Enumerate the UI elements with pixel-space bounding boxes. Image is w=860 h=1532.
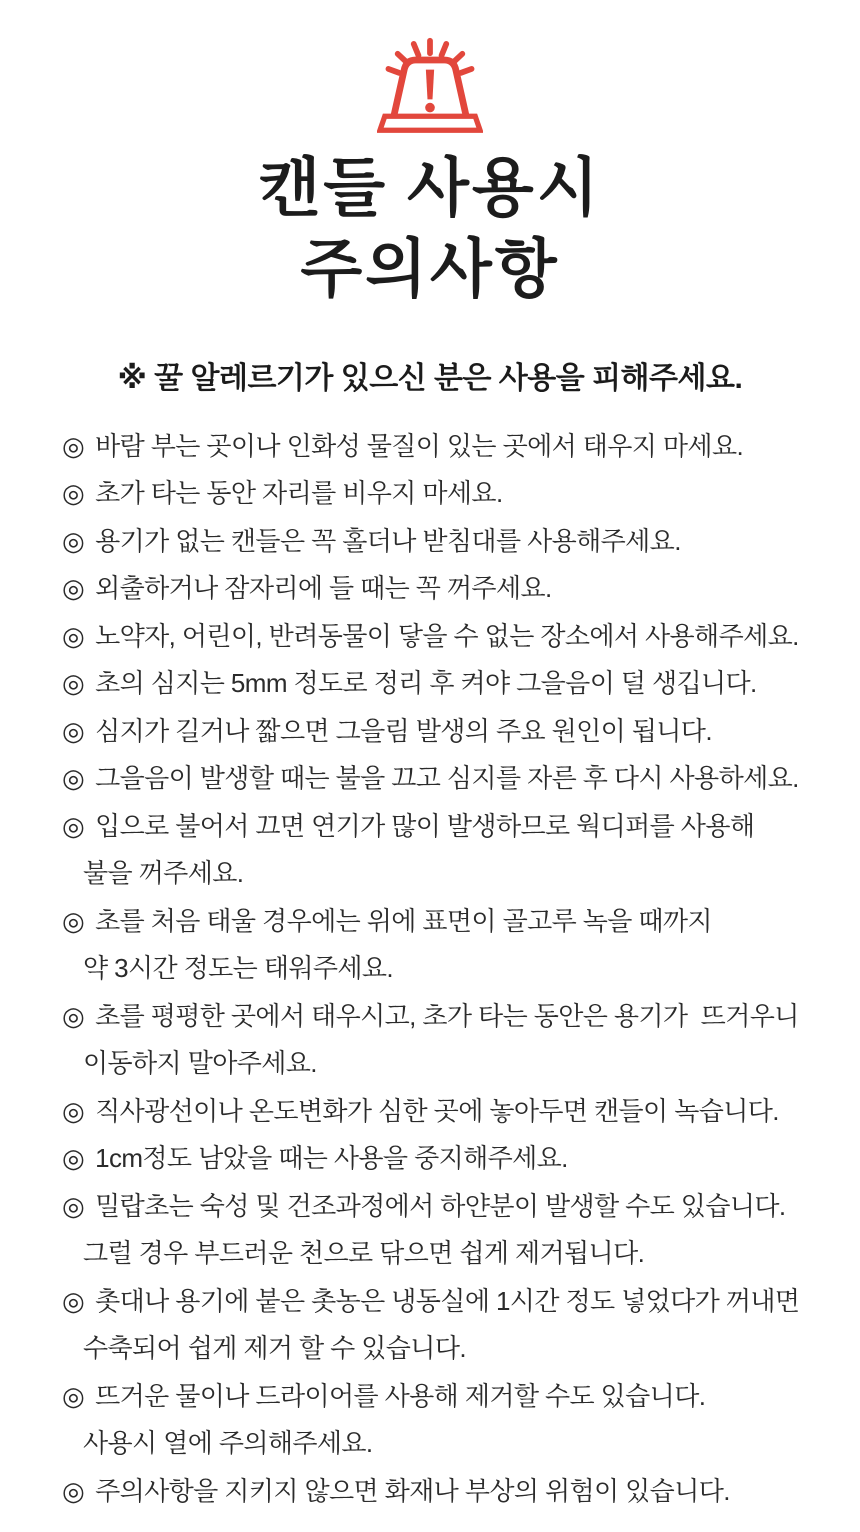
caution-item [62, 518, 848, 566]
bullet-icon: ◎ [62, 525, 85, 556]
bullet-icon: ◎ [62, 1380, 85, 1411]
bullet-icon: ◎ [62, 715, 85, 746]
caution-text-continuation: 그럴 경우 부드러운 천으로 닦으면 쉽게 제거됩니다. [83, 1238, 645, 1269]
caution-text-continuation: 약 3시간 정도는 태워주세요. [83, 953, 394, 984]
header-icon-area [0, 34, 860, 136]
caution-text: 직사광선이나 온도변화가 심한 곳에 놓아두면 캔들이 녹습니다. [95, 1095, 779, 1126]
caution-item [62, 470, 848, 518]
caution-item [62, 1373, 848, 1468]
caution-item [62, 1278, 848, 1373]
title-line-1: 캔들 사용시 [258, 153, 602, 224]
caution-item [62, 613, 848, 661]
caution-text: 노약자, 어린이, 반려동물이 닿을 수 없는 장소에서 사용해주세요. [95, 620, 799, 651]
bullet-icon: ◎ [62, 478, 85, 509]
bullet-icon: ◎ [62, 1475, 85, 1506]
caution-text: 초가 타는 동안 자리를 비우지 마세요. [95, 478, 503, 509]
caution-item [62, 993, 848, 1088]
bullet-icon: ◎ [62, 1143, 85, 1174]
title-line-2: 주의사항 [300, 234, 560, 305]
bullet-icon: ◎ [62, 1000, 85, 1031]
siren-base [380, 116, 480, 130]
bullet-icon: ◎ [62, 1095, 85, 1126]
caution-text: 초의 심지는 5mm 정도로 정리 후 켜야 그을음이 덜 생깁니다. [95, 668, 757, 699]
caution-text: 외출하거나 잠자리에 들 때는 꼭 꺼주세요. [95, 573, 552, 604]
caution-item [62, 898, 848, 993]
caution-item [62, 1183, 848, 1278]
caution-text: 1cm정도 남았을 때는 사용을 중지해주세요. [95, 1143, 568, 1174]
bullet-icon: ◎ [62, 905, 85, 936]
exclamation-bar [426, 70, 434, 100]
bullet-icon: ◎ [62, 573, 85, 604]
caution-text-continuation: 불을 꺼주세요. [83, 858, 244, 889]
caution-text: 바람 부는 곳이나 인화성 물질이 있는 곳에서 태우지 마세요. [95, 430, 744, 461]
caution-item [62, 423, 848, 471]
bullet-icon: ◎ [62, 1190, 85, 1221]
caution-text-continuation: 수축되어 쉽게 제거 할 수 있습니다. [83, 1333, 466, 1364]
caution-item [62, 1088, 848, 1136]
caution-item [62, 565, 848, 613]
caution-text-continuation: 이동하지 말아주세요. [83, 1048, 317, 1079]
caution-text: 입으로 불어서 끄면 연기가 많이 발생하므로 웍디퍼를 사용해 [95, 810, 755, 841]
caution-list [0, 423, 860, 1516]
bullet-icon: ◎ [62, 1285, 85, 1316]
caution-text: 뜨거운 물이나 드라이어를 사용해 제거할 수도 있습니다. [95, 1380, 706, 1411]
caution-item [62, 708, 848, 756]
caution-item [62, 1468, 848, 1516]
caution-item [62, 1135, 848, 1183]
caution-text: 용기가 없는 캔들은 꼭 홀더나 받침대를 사용해주세요. [95, 525, 681, 556]
allergy-notice: ※ 꿀 알레르기가 있으신 분은 사용을 피해주세요. [117, 361, 743, 395]
caution-item [62, 755, 848, 803]
caution-text: 초를 처음 태울 경우에는 위에 표면이 골고루 녹을 때까지 [95, 905, 712, 936]
caution-text-continuation: 사용시 열에 주의해주세요. [83, 1428, 373, 1459]
bullet-icon: ◎ [62, 620, 85, 651]
caution-text: 초를 평평한 곳에서 태우시고, 초가 타는 동안은 용기가 뜨거우니 [95, 1000, 799, 1031]
caution-text: 그을음이 발생할 때는 불을 끄고 심지를 자른 후 다시 사용하세요. [95, 763, 799, 794]
bullet-icon: ◎ [62, 430, 85, 461]
exclamation-dot [425, 103, 435, 113]
caution-item [62, 660, 848, 708]
caution-text: 밀랍초는 숙성 및 건조과정에서 하얀분이 발생할 수도 있습니다. [95, 1190, 786, 1221]
page-title [0, 148, 860, 310]
bullet-icon: ◎ [62, 668, 85, 699]
caution-item [62, 803, 848, 898]
bullet-icon: ◎ [62, 810, 85, 841]
caution-text: 심지가 길거나 짧으면 그을림 발생의 주요 원인이 됩니다. [95, 715, 712, 746]
caution-text: 주의사항을 지키지 않으면 화재나 부상의 위험이 있습니다. [95, 1475, 730, 1506]
siren-alert-icon [377, 34, 483, 136]
caution-text: 촛대나 용기에 붙은 촛농은 냉동실에 1시간 정도 넣었다가 꺼내면 [95, 1285, 800, 1316]
bullet-icon: ◎ [62, 763, 85, 794]
